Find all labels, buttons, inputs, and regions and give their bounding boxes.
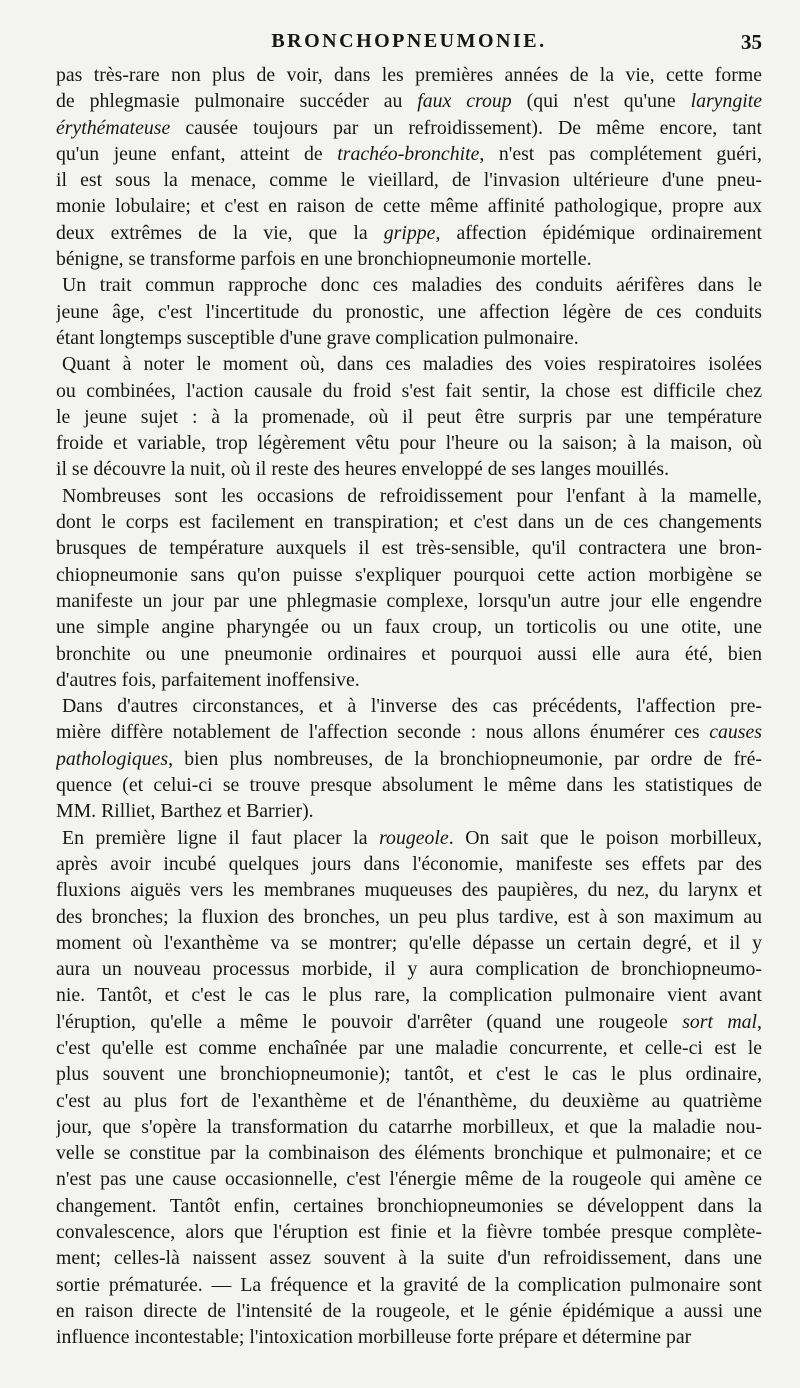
text-segment: en raison directe de l'intensité de la rougeole, et le génie épidémique a aussi une bbox=[56, 1299, 762, 1322]
text-line bbox=[56, 719, 762, 745]
text-line bbox=[56, 220, 762, 246]
text-line bbox=[56, 115, 762, 141]
text-segment: MM. Rilliet, Barthez et Barrier). bbox=[56, 800, 314, 823]
text-line bbox=[56, 509, 762, 535]
paragraph bbox=[56, 483, 762, 693]
text-segment: le jeune sujet : à la promenade, où il peut être surpris par une température bbox=[56, 405, 762, 428]
text-segment: . On sait que le poison morbilleux, bbox=[448, 826, 762, 849]
text-segment: après avoir incubé quelques jours dans l'économie, manifeste ses effets par des bbox=[56, 852, 762, 875]
text-segment: pas très-rare non plus de voir, dans les premières années de la vie, cette forme bbox=[56, 64, 762, 86]
text-segment: c'est qu'elle est comme enchaînée par une maladie concurrente, et celle-ci est le bbox=[56, 1036, 762, 1059]
text-line bbox=[56, 1035, 762, 1061]
text-line bbox=[56, 956, 762, 982]
text-segment: il est sous la menace, comme le vieillard, de l'invasion ultérieure d'une pneu- bbox=[56, 169, 762, 192]
text-line bbox=[56, 378, 762, 404]
page-header bbox=[56, 30, 762, 56]
text-segment: il se découvre la nuit, où il reste des heures enveloppé de ses langes mouillés. bbox=[56, 458, 670, 481]
text-line bbox=[56, 1272, 762, 1298]
text-segment: causée toujours par un refroidissement). De même encore, tant bbox=[170, 116, 762, 139]
text-segment: , affection épidémique ordinairement bbox=[435, 221, 762, 244]
page-number: 35 bbox=[741, 30, 762, 54]
text-line bbox=[56, 798, 762, 824]
text-line bbox=[56, 1219, 762, 1245]
text-segment: , bien plus nombreuses, de la bronchiopneumonie, par ordre de fré- bbox=[168, 747, 762, 770]
italic-text: causes bbox=[709, 721, 762, 744]
text-line bbox=[56, 272, 762, 298]
text-line bbox=[56, 1193, 762, 1219]
text-line bbox=[56, 1166, 762, 1192]
text-segment: (qui n'est qu'une bbox=[511, 90, 691, 113]
italic-text: sort mal bbox=[682, 1010, 758, 1033]
text-line bbox=[56, 614, 762, 640]
paragraph bbox=[56, 272, 762, 351]
text-segment: bronchite ou une pneumonie ordinaires et pourquoi aussi elle aura été, bien bbox=[56, 642, 762, 665]
text-segment: brusques de température auxquels il est très-sensible, qu'il contractera une bron- bbox=[56, 537, 762, 560]
text-line bbox=[56, 1245, 762, 1271]
text-segment: d'autres fois, parfaitement inoffensive. bbox=[56, 668, 360, 691]
paragraph bbox=[56, 62, 762, 272]
text-line bbox=[56, 535, 762, 561]
text-line bbox=[56, 641, 762, 667]
text-segment: changement. Tantôt enfin, certaines bronchiopneumonies se développent dans la bbox=[56, 1194, 762, 1217]
text-line bbox=[56, 430, 762, 456]
text-segment: moment où l'exanthème va se montrer; qu'elle dépasse un certain degré, et il y bbox=[56, 931, 762, 954]
text-segment: de phlegmasie pulmonaire succéder au bbox=[56, 90, 418, 113]
italic-text: pathologiques bbox=[56, 747, 169, 770]
text-segment: plus souvent une bronchiopneumonie); tantôt, et c'est le cas le plus ordinaire, bbox=[56, 1063, 762, 1086]
text-segment: Quant à noter le moment où, dans ces maladies des voies respiratoires isolées bbox=[62, 353, 762, 376]
text-line bbox=[56, 299, 762, 325]
text-segment: aura un nouveau processus morbide, il y aura complication de bronchiopneumo- bbox=[56, 958, 762, 981]
text-segment: bénigne, se transforme parfois en une bronchiopneumonie mortelle. bbox=[56, 248, 592, 271]
italic-text: érythémateuse bbox=[56, 116, 171, 139]
text-line bbox=[56, 246, 762, 272]
italic-text: rougeole bbox=[379, 826, 449, 849]
text-segment: des bronches; la fluxion des bronches, un peu plus tardive, est à son maximum au bbox=[56, 905, 762, 928]
running-title: BRONCHOPNEUMONIE. bbox=[271, 30, 547, 52]
text-segment: convalescence, alors que l'éruption est finie et la fièvre tombée presque complète- bbox=[56, 1221, 762, 1244]
text-segment: , bbox=[757, 1010, 762, 1033]
text-segment: Nombreuses sont les occasions de refroidissement pour l'enfant à la mamelle, bbox=[62, 484, 762, 507]
text-line bbox=[56, 904, 762, 930]
text-line bbox=[56, 877, 762, 903]
text-line bbox=[56, 982, 762, 1008]
text-line bbox=[56, 667, 762, 693]
paragraph bbox=[56, 693, 762, 824]
text-segment: ou combinées, l'action causale du froid s'est fait sentir, la chose est difficile chez bbox=[56, 379, 762, 402]
italic-text: trachéo-bronchite bbox=[337, 142, 480, 165]
text-segment: influence incontestable; l'intoxication morbilleuse forte prépare et détermine par bbox=[56, 1326, 692, 1349]
text-line bbox=[56, 1009, 762, 1035]
text-segment: ment; celles-là naissent assez souvent à la suite d'un refroidissement, dans une bbox=[56, 1247, 762, 1270]
text-segment: l'éruption, qu'elle a même le pouvoir d'arrêter (quand une rougeole bbox=[56, 1010, 683, 1033]
text-line bbox=[56, 88, 762, 114]
text-segment: velle se constitue par la combinaison des éléments bronchique et pulmonaire; et ce bbox=[56, 1142, 762, 1165]
text-line bbox=[56, 1088, 762, 1114]
text-segment: jour, que s'opère la transformation du catarrhe morbilleux, et que la maladie nou- bbox=[56, 1115, 762, 1138]
text-line bbox=[56, 693, 762, 719]
text-segment: quence (et celui-ci se trouve presque absolument le même dans les statistiques de bbox=[56, 774, 762, 797]
paragraph bbox=[56, 351, 762, 482]
text-segment: sortie prématurée. — La fréquence et la gravité de la complication pulmonaire sont bbox=[56, 1273, 762, 1296]
text-segment: fluxions aiguës vers les membranes muqueuses des paupières, du nez, du larynx et bbox=[56, 879, 762, 902]
text-segment: étant longtemps susceptible d'une grave complication pulmonaire. bbox=[56, 326, 579, 349]
text-segment: froide et variable, trop légèrement vêtu pour l'heure ou la saison; à la maison, où bbox=[56, 432, 762, 455]
text-line bbox=[56, 772, 762, 798]
text-line bbox=[56, 404, 762, 430]
text-segment: mière diffère notablement de l'affection seconde : nous allons énumérer ces bbox=[56, 721, 710, 744]
text-line bbox=[56, 746, 762, 772]
text-segment: c'est au plus fort de l'exanthème et de l'énanthème, du deuxième au quatrième bbox=[56, 1089, 762, 1112]
text-segment: chiopneumonie sans qu'on puisse s'expliquer pourquoi cette action morbigène se bbox=[56, 563, 762, 586]
italic-text: laryngite bbox=[690, 90, 762, 113]
text-segment: une simple angine pharyngée ou un faux croup, un torticolis ou une otite, une bbox=[56, 616, 762, 639]
text-segment: dont le corps est facilement en transpiration; et c'est dans un de ces changements bbox=[56, 511, 762, 534]
text-line bbox=[56, 562, 762, 588]
text-line bbox=[56, 483, 762, 509]
text-segment: Un trait commun rapproche donc ces maladies des conduits aérifères dans le bbox=[62, 274, 762, 297]
text-line bbox=[56, 851, 762, 877]
text-line bbox=[56, 1140, 762, 1166]
text-segment: Dans d'autres circonstances, et à l'inverse des cas précédents, l'affection pre- bbox=[62, 695, 762, 718]
text-line bbox=[56, 62, 762, 88]
italic-text: faux croup bbox=[417, 90, 512, 113]
text-line bbox=[56, 167, 762, 193]
text-line bbox=[56, 1298, 762, 1324]
text-segment: monie lobulaire; et c'est en raison de cette même affinité pathologique, propre aux bbox=[56, 195, 762, 218]
text-segment: jeune âge, c'est l'incertitude du pronostic, une affection légère de ces conduits bbox=[56, 300, 762, 323]
text-line bbox=[56, 193, 762, 219]
text-segment: , n'est pas complétement guéri, bbox=[479, 142, 762, 165]
text-line bbox=[56, 141, 762, 167]
text-line bbox=[56, 351, 762, 377]
body-text bbox=[56, 62, 762, 1351]
text-line bbox=[56, 588, 762, 614]
text-segment: deux extrêmes de la vie, que la bbox=[56, 221, 384, 244]
text-line bbox=[56, 456, 762, 482]
text-line bbox=[56, 930, 762, 956]
text-line bbox=[56, 1324, 762, 1350]
text-line bbox=[56, 825, 762, 851]
text-line bbox=[56, 1114, 762, 1140]
text-line bbox=[56, 1061, 762, 1087]
text-segment: manifeste un jour par une phlegmasie complexe, lorsqu'un autre jour elle engendre bbox=[56, 589, 762, 612]
text-segment: n'est pas une cause occasionnelle, c'est l'énergie même de la rougeole qui amène ce bbox=[56, 1168, 762, 1191]
text-segment: qu'un jeune enfant, atteint de bbox=[56, 142, 338, 165]
italic-text: grippe bbox=[383, 221, 436, 244]
text-line bbox=[56, 325, 762, 351]
text-segment: En première ligne il faut placer la bbox=[62, 826, 380, 849]
paragraph bbox=[56, 825, 762, 1351]
text-segment: nie. Tantôt, et c'est le cas le plus rare, la complication pulmonaire vient avant bbox=[56, 984, 762, 1007]
